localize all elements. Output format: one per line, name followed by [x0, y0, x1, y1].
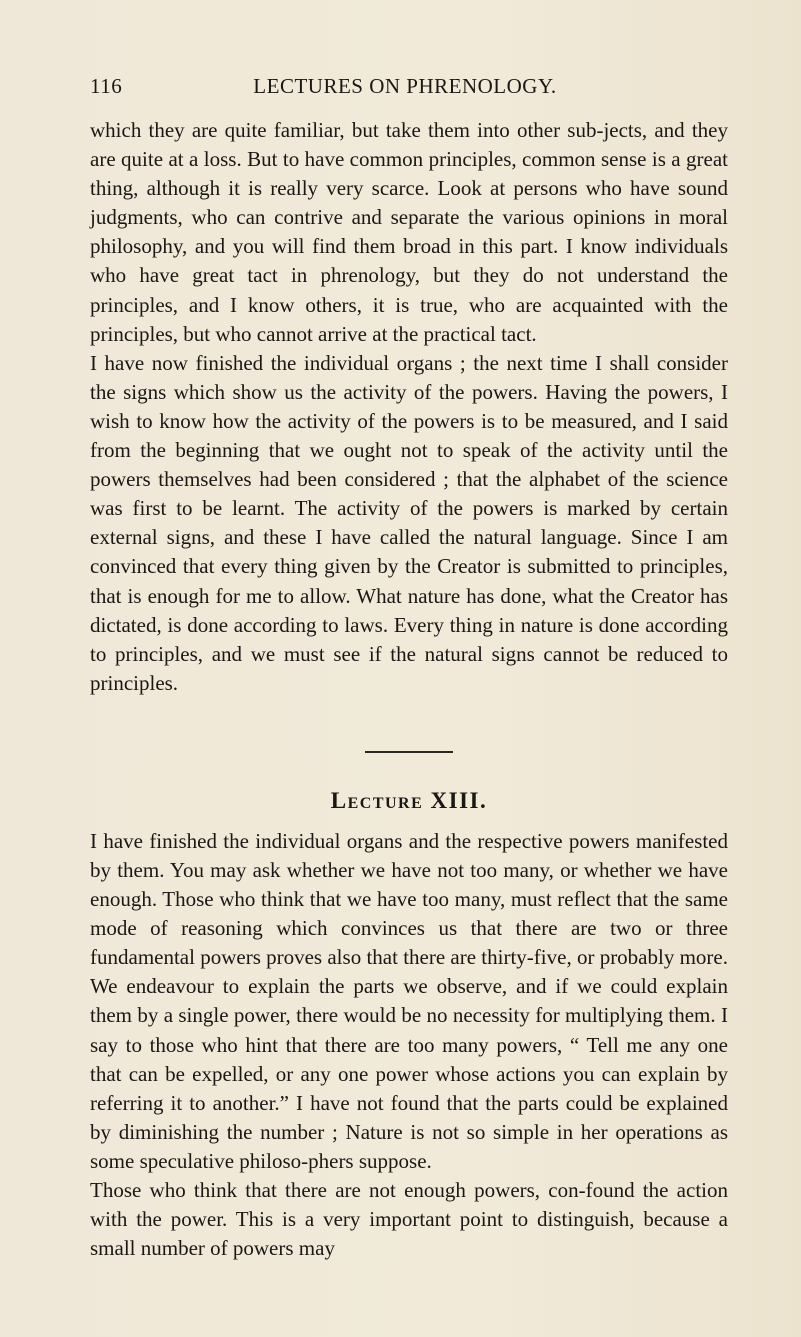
page-header: [90, 74, 720, 104]
running-head: LECTURES ON PHRENOLOGY.: [253, 74, 557, 98]
paragraph: I have finished the individual organs and the respective powers manifested by them. You may ask whether we have not too many, or whether we have enough. Those who think that we have too many, must reflect that the same mode of reasoning which convinces us that there are two or three fundamental powers proves also that there are thirty-five, or probably more. We endeavour to explain the parts we observe, and if we could explain them by a single power, there would be no necessity for multiplying them. I say to those who hint that there are too many powers, “ Tell me any one that can be expelled, or any one power whose actions you can explain by referring it to another.” I have not found that the parts could be explained by diminishing the number ; Nature is not so simple in her operations as some speculative philoso-phers suppose.: [90, 828, 728, 1173]
page-number: 116: [90, 74, 123, 98]
section-divider: [365, 751, 453, 753]
paragraph: Those who think that there are not enough powers, con-found the action with the power. This is a very important point to distinguish, because a small number of powers may: [90, 1178, 728, 1261]
page-body: [90, 116, 728, 1263]
paragraph: I have now finished the individual organs ; the next time I shall consider the signs which show us the activity of the powers. Having the powers, I wish to know how the activity of the powers is to be measured, and I said from the beginning that we ought not to speak of the activity until the powers themselves had been considered ; that the alphabet of the science was first to be learnt. The activity of the powers is marked by certain external signs, and these I have called the natural language. Since I am convinced that every thing given by the Creator is submitted to principles, that is enough for me to allow. What nature has done, what the Creator has dictated, is done according to laws. Every thing in nature is done according to principles, and we must see if the natural signs cannot be reduced to principles.: [90, 350, 728, 695]
lecture-heading: Lecture XIII.: [330, 787, 488, 813]
paragraph: which they are quite familiar, but take them into other sub-jects, and they are quite at a loss. But to have common principles, common sense is a great thing, although it is really very scarce. Look at persons who have sound judgments, who can contrive and separate the various opinions in moral philosophy, and you will find them broad in this part. I know individuals who have great tact in phrenology, but they do not understand the principles, and I know others, it is true, who are acquainted with the principles, but who cannot arrive at the practical tact.: [90, 118, 728, 346]
